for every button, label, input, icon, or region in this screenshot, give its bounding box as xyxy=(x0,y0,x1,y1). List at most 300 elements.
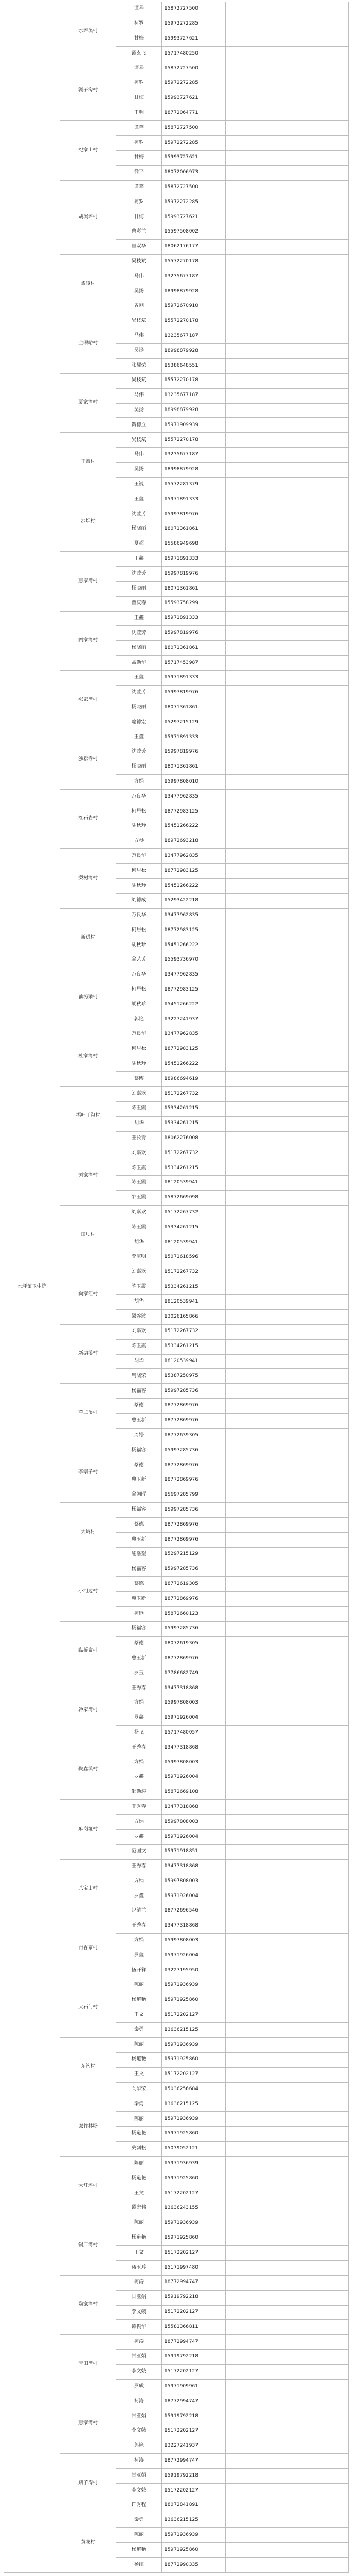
blank-cell xyxy=(226,1533,349,1548)
blank-cell xyxy=(226,522,349,537)
phone-cell: 15971909961 xyxy=(162,2379,226,2394)
doctor-name-cell: 刘嘉欢 xyxy=(116,1205,162,1220)
village-cell: 冷家湾村 xyxy=(60,1681,116,1740)
phone-cell: 15451266222 xyxy=(162,1057,226,1072)
phone-cell: 15593758299 xyxy=(162,596,226,611)
phone-cell: 15993727621 xyxy=(162,32,226,47)
doctor-name-cell: 陈玉霞 xyxy=(116,1161,162,1176)
blank-cell xyxy=(226,537,349,552)
blank-cell xyxy=(226,552,349,567)
doctor-name-cell: 胡华 xyxy=(116,1295,162,1310)
blank-cell xyxy=(226,1904,349,1919)
phone-cell: 15451266222 xyxy=(162,879,226,894)
blank-cell xyxy=(226,775,349,790)
village-cell: 沙坝村 xyxy=(60,492,116,552)
blank-cell xyxy=(226,344,349,359)
blank-cell xyxy=(226,239,349,254)
blank-cell xyxy=(226,136,349,151)
doctor-name-cell: 翁平 xyxy=(116,165,162,180)
blank-cell xyxy=(226,685,349,700)
phone-cell: 15334261215 xyxy=(162,1280,226,1295)
doctor-name-cell: 刘嘉欢 xyxy=(116,1265,162,1280)
blank-cell xyxy=(226,76,349,91)
phone-cell: 15172202127 xyxy=(162,2008,226,2023)
blank-cell xyxy=(226,2,349,17)
phone-cell: 15971936939 xyxy=(162,1978,226,1993)
village-cell: 大灯坪村 xyxy=(60,2156,116,2216)
phone-cell: 15997819976 xyxy=(162,567,226,582)
phone-cell: 15971926004 xyxy=(162,1711,226,1726)
blank-cell xyxy=(226,195,349,210)
doctor-name-cell: 吴扬 xyxy=(116,344,162,359)
doctor-name-cell: 方娟 xyxy=(116,1933,162,1948)
blank-cell xyxy=(226,1398,349,1413)
blank-cell xyxy=(226,1384,349,1399)
blank-cell xyxy=(226,834,349,849)
doctor-name-cell: 李文娥 xyxy=(116,2364,162,2379)
doctor-name-cell: 方娟 xyxy=(116,1755,162,1770)
blank-cell xyxy=(226,2320,349,2335)
phone-cell: 15297215129 xyxy=(162,715,226,730)
doctor-name-cell: 史剑松 xyxy=(116,2141,162,2156)
blank-cell xyxy=(226,2052,349,2067)
phone-cell: 15971891333 xyxy=(162,492,226,507)
phone-cell: 18772619305 xyxy=(162,1577,226,1592)
doctor-name-cell: 柯涛 xyxy=(116,2454,162,2469)
doctor-name-cell: 蔡德 xyxy=(116,1577,162,1592)
doctor-name-cell: 蔡博 xyxy=(116,1072,162,1087)
phone-cell: 15172267732 xyxy=(162,1265,226,1280)
phone-cell: 15993727621 xyxy=(162,210,226,225)
phone-cell: 15172202127 xyxy=(162,2246,226,2261)
doctor-name-cell: 蔡德 xyxy=(116,1458,162,1473)
blank-cell xyxy=(226,492,349,507)
phone-cell: 18772994747 xyxy=(162,2335,226,2350)
blank-cell xyxy=(226,165,349,180)
doctor-name-cell: 杨晓丽 xyxy=(116,760,162,775)
doctor-name-cell: 郭艳 xyxy=(116,1012,162,1027)
doctor-name-cell: 柯居松 xyxy=(116,1042,162,1057)
doctor-name-cell: 万良华 xyxy=(116,849,162,864)
doctor-name-cell: 陈丽 xyxy=(116,1978,162,1993)
doctor-name-cell: 胡华 xyxy=(116,1116,162,1131)
doctor-name-cell: 余艺芳 xyxy=(116,953,162,968)
phone-cell: 15586949698 xyxy=(162,537,226,552)
blank-cell xyxy=(226,1726,349,1740)
phone-cell: 15971926004 xyxy=(162,1830,226,1845)
phone-cell: 18071361861 xyxy=(162,522,226,537)
blank-cell xyxy=(226,715,349,730)
blank-cell xyxy=(226,2231,349,2246)
doctor-name-cell: 李宝明 xyxy=(116,1250,162,1265)
doctor-name-cell: 杨道艳 xyxy=(116,2231,162,2246)
blank-cell xyxy=(226,1933,349,1948)
doctor-name-cell: 胡秋珍 xyxy=(116,819,162,834)
blank-cell xyxy=(226,1205,349,1220)
doctor-name-cell: 马伟 xyxy=(116,447,162,462)
blank-cell xyxy=(226,1012,349,1027)
blank-cell xyxy=(226,1963,349,1978)
phone-cell: 15993727621 xyxy=(162,91,226,106)
doctor-name-cell: 郭艳 xyxy=(116,2439,162,2454)
doctor-name-cell: 柯涛 xyxy=(116,2275,162,2290)
phone-cell: 15997808010 xyxy=(162,775,226,790)
phone-cell: 15172202127 xyxy=(162,2067,226,2082)
blank-cell xyxy=(226,2349,349,2364)
phone-cell: 13477318868 xyxy=(162,1681,226,1696)
blank-cell xyxy=(226,1087,349,1102)
doctor-name-cell: 惠玉新 xyxy=(116,1473,162,1488)
doctor-name-cell: 张耀荣 xyxy=(116,359,162,374)
doctor-name-cell: 邵玉霞 xyxy=(116,1190,162,1205)
phone-cell: 15387250975 xyxy=(162,1369,226,1384)
doctor-name-cell: 杨红 xyxy=(116,2558,162,2573)
village-cell: 梨树湾村 xyxy=(60,849,116,908)
phone-cell: 13636243155 xyxy=(162,2201,226,2216)
phone-cell: 18071361861 xyxy=(162,700,226,715)
doctor-name-cell: 梁谷波 xyxy=(116,1310,162,1325)
doctor-name-cell: 李文娥 xyxy=(116,2484,162,2498)
village-cell: 田坝村 xyxy=(60,1205,116,1265)
doctor-name-cell: 王文 xyxy=(116,2067,162,2082)
blank-cell xyxy=(226,1324,349,1339)
doctor-name-cell: 伍开祥 xyxy=(116,1963,162,1978)
blank-cell xyxy=(226,2082,349,2097)
doctor-name-cell: 谭宏伟 xyxy=(116,2201,162,2216)
doctor-name-cell: 刘嘉欢 xyxy=(116,1324,162,1339)
phone-cell: 13026165866 xyxy=(162,1310,226,1325)
blank-cell xyxy=(226,1592,349,1607)
doctor-name-cell: 柯居松 xyxy=(116,804,162,819)
phone-cell: 18772639305 xyxy=(162,1428,226,1443)
phone-cell: 15697285799 xyxy=(162,1488,226,1503)
phone-cell: 15172267732 xyxy=(162,1205,226,1220)
village-cell: 小河边村 xyxy=(60,1562,116,1621)
phone-cell: 18772869976 xyxy=(162,1592,226,1607)
phone-cell: 18986694619 xyxy=(162,1072,226,1087)
doctor-name-cell: 贺德立 xyxy=(116,418,162,433)
blank-cell xyxy=(226,1681,349,1696)
doctor-name-cell: 王鑫 xyxy=(116,670,162,685)
phone-cell: 15872727500 xyxy=(162,2,226,17)
phone-cell: 18772994747 xyxy=(162,2394,226,2409)
phone-cell: 15997808003 xyxy=(162,1755,226,1770)
village-cell: 肖香寨村 xyxy=(60,1919,116,1978)
blank-cell xyxy=(226,1042,349,1057)
doctor-name-cell: 罗鑫 xyxy=(116,1830,162,1845)
doctor-name-cell: 胡秋珍 xyxy=(116,1057,162,1072)
blank-cell xyxy=(226,567,349,582)
blank-cell xyxy=(226,908,349,923)
phone-cell: 18120539941 xyxy=(162,1295,226,1310)
village-cell: 店子沟村 xyxy=(60,2454,116,2513)
phone-cell: 15172267732 xyxy=(162,1146,226,1161)
doctor-name-cell: 杨福容 xyxy=(116,1503,162,1518)
doctor-name-cell: 柯涛 xyxy=(116,2394,162,2409)
blank-cell xyxy=(226,2261,349,2276)
blank-cell xyxy=(226,373,349,388)
blank-cell xyxy=(226,359,349,374)
phone-cell: 15872727500 xyxy=(162,61,226,76)
village-cell: 大石门村 xyxy=(60,1978,116,2037)
doctor-name-cell: 罗鑫 xyxy=(116,1948,162,1963)
phone-cell: 18772983125 xyxy=(162,923,226,938)
phone-cell: 18072619305 xyxy=(162,1636,226,1651)
doctor-name-cell: 沈萱芳 xyxy=(116,507,162,522)
doctor-name-cell: 方娟 xyxy=(116,1815,162,1830)
blank-cell xyxy=(226,1770,349,1785)
phone-cell: 13477318868 xyxy=(162,1740,226,1755)
blank-cell xyxy=(226,1948,349,1963)
phone-cell: 15919792218 xyxy=(162,2409,226,2424)
contact-table xyxy=(4,2,349,2573)
doctor-name-cell: 陈玉霞 xyxy=(116,1175,162,1190)
blank-cell xyxy=(226,418,349,433)
doctor-name-cell: 范国文 xyxy=(116,1844,162,1859)
phone-cell: 18772994747 xyxy=(162,2275,226,2290)
phone-cell: 15971936939 xyxy=(162,2112,226,2127)
blank-cell xyxy=(226,1428,349,1443)
doctor-name-cell: 罗玉 xyxy=(116,1666,162,1681)
blank-cell xyxy=(226,582,349,597)
village-cell: 水坪溪村 xyxy=(60,2,116,61)
phone-cell: 15334261215 xyxy=(162,1339,226,1354)
doctor-name-cell: 谭莘 xyxy=(116,180,162,195)
blank-cell xyxy=(226,1636,349,1651)
phone-cell: 18071361861 xyxy=(162,760,226,775)
phone-cell: 15717480057 xyxy=(162,1726,226,1740)
phone-cell: 15972272285 xyxy=(162,136,226,151)
phone-cell: 15334261215 xyxy=(162,1116,226,1131)
doctor-name-cell: 吴扬 xyxy=(116,403,162,418)
village-cell: 王寨村 xyxy=(60,433,116,492)
doctor-name-cell: 曾双华 xyxy=(116,239,162,254)
blank-cell xyxy=(226,2246,349,2261)
doctor-name-cell: 秦勇 xyxy=(116,2023,162,2038)
doctor-name-cell: 刘德成 xyxy=(116,893,162,908)
phone-cell: 13227195950 xyxy=(162,1963,226,1978)
doctor-name-cell: 胡秋珍 xyxy=(116,879,162,894)
doctor-name-cell: 许秀程 xyxy=(116,2498,162,2513)
phone-cell: 15572281379 xyxy=(162,477,226,492)
blank-cell xyxy=(226,953,349,968)
blank-cell xyxy=(226,2469,349,2484)
doctor-name-cell: 曹庆春 xyxy=(116,596,162,611)
phone-cell: 15872727500 xyxy=(162,180,226,195)
blank-cell xyxy=(226,1250,349,1265)
doctor-name-cell: 曾刚 xyxy=(116,299,162,314)
doctor-name-cell: 柯远 xyxy=(116,1607,162,1622)
doctor-name-cell: 余朝晖 xyxy=(116,1488,162,1503)
blank-cell xyxy=(226,745,349,760)
phone-cell: 15997808003 xyxy=(162,1696,226,1711)
phone-cell: 18998879928 xyxy=(162,462,226,477)
village-cell: 青田湾村 xyxy=(60,2335,116,2394)
phone-cell: 15997808003 xyxy=(162,1933,226,1948)
doctor-name-cell: 万良华 xyxy=(116,968,162,983)
blank-cell xyxy=(226,879,349,894)
village-cell: 杜家湾村 xyxy=(60,1027,116,1086)
phone-cell: 15997808003 xyxy=(162,1874,226,1889)
doctor-name-cell: 孟勤华 xyxy=(116,656,162,671)
blank-cell xyxy=(226,2543,349,2558)
doctor-name-cell: 杨道艳 xyxy=(116,1993,162,2008)
blank-cell xyxy=(226,864,349,879)
phone-cell: 15872727500 xyxy=(162,121,226,136)
doctor-name-cell: 方琴 xyxy=(116,834,162,849)
village-cell: 胡溪坪村 xyxy=(60,180,116,254)
doctor-name-cell: 沈萱芳 xyxy=(116,626,162,641)
phone-cell: 15872669108 xyxy=(162,1785,226,1800)
phone-cell: 18071361861 xyxy=(162,582,226,597)
phone-cell: 18072006973 xyxy=(162,165,226,180)
phone-cell: 15572270178 xyxy=(162,254,226,269)
phone-cell: 15172202127 xyxy=(162,2484,226,2498)
doctor-name-cell: 罗鑫 xyxy=(116,1889,162,1904)
blank-cell xyxy=(226,1518,349,1533)
blank-cell xyxy=(226,150,349,165)
blank-cell xyxy=(226,1458,349,1473)
doctor-name-cell: 杨福容 xyxy=(116,1562,162,1577)
doctor-name-cell: 万良华 xyxy=(116,790,162,804)
blank-cell xyxy=(226,2498,349,2513)
blank-cell xyxy=(226,477,349,492)
blank-cell xyxy=(226,1577,349,1592)
phone-cell: 15971936939 xyxy=(162,2156,226,2171)
blank-cell xyxy=(226,923,349,938)
doctor-name-cell: 陈丽 xyxy=(116,2156,162,2171)
village-cell: 新塘溪村 xyxy=(60,1324,116,1383)
blank-cell xyxy=(226,388,349,403)
doctor-name-cell: 甘梅 xyxy=(116,32,162,47)
blank-cell xyxy=(226,1175,349,1190)
blank-cell xyxy=(226,2364,349,2379)
blank-cell xyxy=(226,849,349,864)
blank-cell xyxy=(226,641,349,656)
blank-cell xyxy=(226,700,349,715)
blank-cell xyxy=(226,1413,349,1428)
doctor-name-cell: 夏超 xyxy=(116,537,162,552)
blank-cell xyxy=(226,269,349,284)
phone-cell: 15572270178 xyxy=(162,314,226,329)
doctor-name-cell: 罗成 xyxy=(116,2379,162,2394)
blank-cell xyxy=(226,1562,349,1577)
doctor-name-cell: 吴扬 xyxy=(116,462,162,477)
phone-cell: 18772994747 xyxy=(162,2454,226,2469)
phone-cell: 15997819976 xyxy=(162,685,226,700)
doctor-name-cell: 王锐 xyxy=(116,477,162,492)
phone-cell: 15997808003 xyxy=(162,1815,226,1830)
doctor-name-cell: 杨道艳 xyxy=(116,2052,162,2067)
phone-cell: 18071361861 xyxy=(162,641,226,656)
blank-cell xyxy=(226,596,349,611)
blank-cell xyxy=(226,1265,349,1280)
phone-cell: 15172202127 xyxy=(162,2305,226,2320)
blank-cell xyxy=(226,893,349,908)
doctor-name-cell: 李文娥 xyxy=(116,2424,162,2439)
phone-cell: 18062176177 xyxy=(162,239,226,254)
village-cell: 黄龙村 xyxy=(60,2513,116,2572)
blank-cell xyxy=(226,1830,349,1845)
blank-cell xyxy=(226,314,349,329)
village-cell: 双竹林场 xyxy=(60,2097,116,2156)
phone-cell: 15872669098 xyxy=(162,1190,226,1205)
phone-cell: 18772983125 xyxy=(162,804,226,819)
doctor-name-cell: 陈玉霞 xyxy=(116,1101,162,1116)
unit-cell: 水坪镇卫生院 xyxy=(4,2,60,2573)
blank-cell xyxy=(226,1621,349,1636)
blank-cell xyxy=(226,1354,349,1369)
village-cell: 锅厂湾村 xyxy=(60,2216,116,2275)
blank-cell xyxy=(226,1993,349,2008)
phone-cell: 18062276008 xyxy=(162,1131,226,1146)
doctor-name-cell: 柯罗 xyxy=(116,76,162,91)
doctor-name-cell: 杨道艳 xyxy=(116,2543,162,2558)
phone-cell: 13477318868 xyxy=(162,1859,226,1874)
phone-cell: 15451266222 xyxy=(162,997,226,1012)
blank-cell xyxy=(226,1666,349,1681)
doctor-name-cell: 甘亚娟 xyxy=(116,2349,162,2364)
blank-cell xyxy=(226,121,349,136)
phone-cell: 15971891333 xyxy=(162,611,226,626)
blank-cell xyxy=(226,1235,349,1250)
doctor-name-cell: 方娟 xyxy=(116,1874,162,1889)
phone-cell: 18772990335 xyxy=(162,2558,226,2573)
blank-cell xyxy=(226,1310,349,1325)
blank-cell xyxy=(226,284,349,299)
phone-cell: 15036256684 xyxy=(162,2082,226,2097)
blank-cell xyxy=(226,2454,349,2469)
phone-cell: 15581366811 xyxy=(162,2320,226,2335)
village-cell: 大岭村 xyxy=(60,1503,116,1562)
blank-cell xyxy=(226,1651,349,1666)
blank-cell xyxy=(226,730,349,745)
doctor-name-cell: 马伟 xyxy=(116,388,162,403)
blank-cell xyxy=(226,1503,349,1518)
doctor-name-cell: 喻德宏 xyxy=(116,715,162,730)
phone-cell: 15971926004 xyxy=(162,1948,226,1963)
blank-cell xyxy=(226,507,349,522)
blank-cell xyxy=(226,1220,349,1235)
doctor-name-cell: 王鑫 xyxy=(116,492,162,507)
phone-cell: 15293422218 xyxy=(162,893,226,908)
village-cell: 油坊梁村 xyxy=(60,968,116,1027)
doctor-name-cell: 王文 xyxy=(116,2186,162,2201)
village-cell: 金颂峪村 xyxy=(60,314,116,373)
blank-cell xyxy=(226,1027,349,1042)
phone-cell: 15334261215 xyxy=(162,1101,226,1116)
phone-cell: 15972272285 xyxy=(162,76,226,91)
phone-cell: 13636215125 xyxy=(162,2023,226,2038)
doctor-name-cell: 刘嘉欢 xyxy=(116,1087,162,1102)
village-cell: 向家汇村 xyxy=(60,1265,116,1324)
village-cell: 草二溪村 xyxy=(60,1384,116,1443)
doctor-name-cell: 方娟 xyxy=(116,775,162,790)
doctor-name-cell: 柯涛 xyxy=(116,2335,162,2350)
phone-cell: 13477318868 xyxy=(162,1919,226,1933)
blank-cell xyxy=(226,299,349,314)
blank-cell xyxy=(226,2424,349,2439)
blank-cell xyxy=(226,2141,349,2156)
blank-cell xyxy=(226,2275,349,2290)
blank-cell xyxy=(226,1711,349,1726)
blank-cell xyxy=(226,1057,349,1072)
phone-cell: 15971936939 xyxy=(162,2528,226,2543)
doctor-name-cell: 吴枝斌 xyxy=(116,314,162,329)
phone-cell: 15572270178 xyxy=(162,373,226,388)
village-cell: 梧叶子沟村 xyxy=(60,1087,116,1146)
doctor-name-cell: 惠玉新 xyxy=(116,1651,162,1666)
